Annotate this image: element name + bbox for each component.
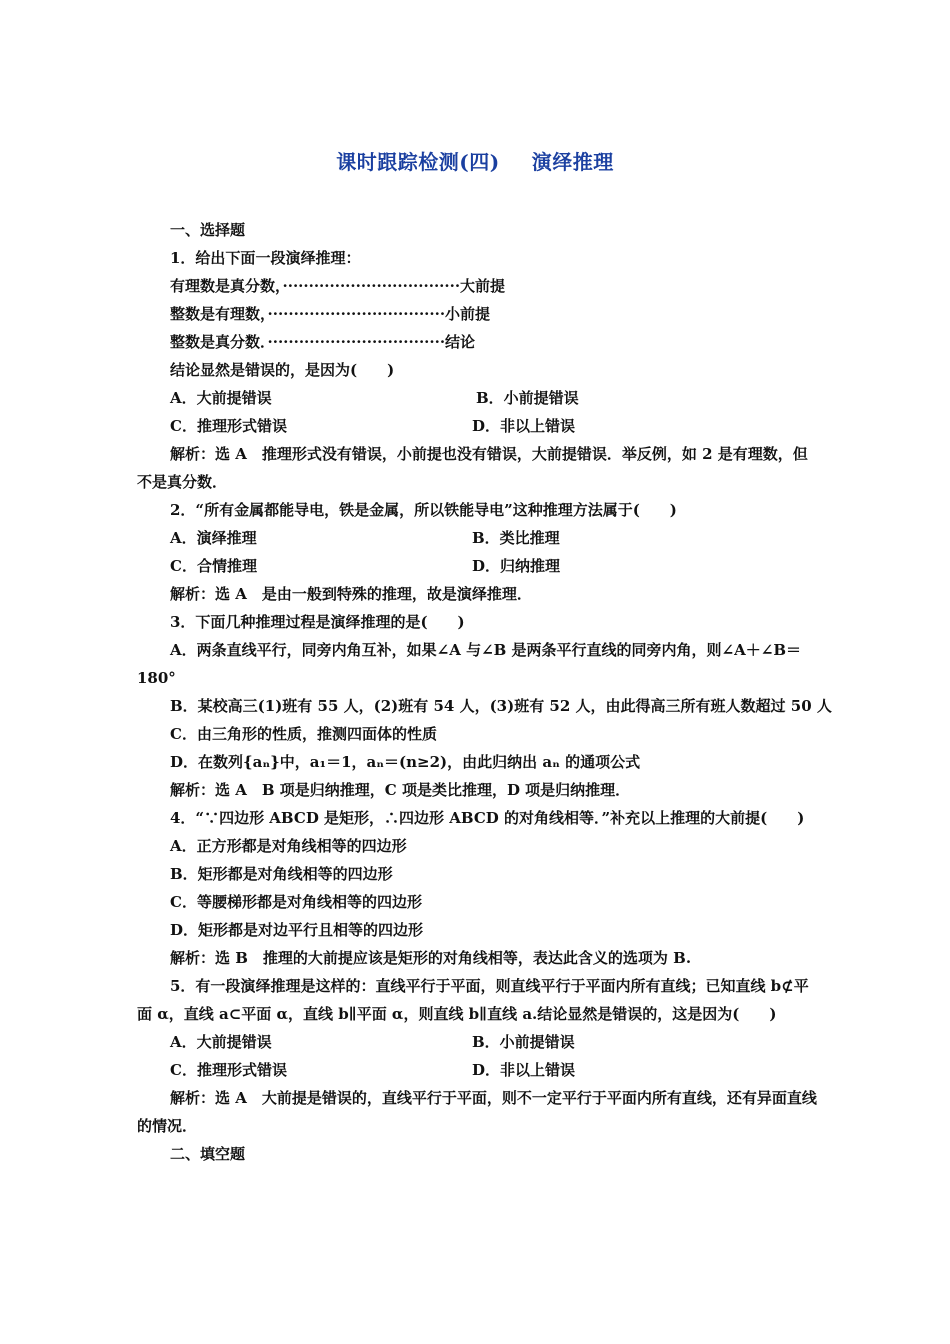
q5-option-a: A．大前提错误: [170, 1033, 272, 1051]
q3-option-c: C．由三角形的性质，推测四面体的性质: [170, 725, 437, 743]
q5-stem: 5．有一段演绎推理是这样的：直线平行于平面，则直线平行于平面内所有直线；已知直线 b⊄平面 α，直线 a⊂平面 α，直线 b∥平面 α，则直线 b∥直线 a.结论显然是错误的，这是因为( ): [137, 977, 809, 1023]
q2-option-d: D．归纳推理: [472, 557, 561, 575]
q1-analysis-label: 解析：: [170, 445, 216, 463]
q3-analysis-text: 选 A B 项是归纳推理，C 项是类比推理，D 项是归纳推理．: [215, 781, 631, 799]
q1-option-c: C．推理形式错误: [170, 417, 287, 435]
page-title: [0, 146, 950, 175]
q3-option-d: D．在数列{aₙ}中，a₁＝1，aₙ＝(n≥2)，由此归纳出 aₙ 的通项公式: [170, 753, 641, 771]
q3-analysis: [137, 776, 817, 804]
title-sub: 演绎推理: [531, 150, 614, 174]
q3-option-b: B．某校高三(1)班有 55 人，(2)班有 54 人，(3)班有 52 人，由此得高三所有班人数超过 50 人: [170, 697, 832, 715]
q5-option-d: D．非以上错误: [472, 1061, 576, 1079]
q1-option-d: D．非以上错误: [472, 417, 576, 435]
q1-line1: 有理数是真分数，··································大前提: [170, 277, 506, 295]
q1-line3: 整数是真分数．··································结论: [170, 333, 476, 351]
q2-analysis-label: 解析：: [170, 585, 216, 603]
q2-option-b: B．类比推理: [472, 529, 560, 547]
q3-analysis-label: 解析：: [170, 781, 216, 799]
q1-options-row1: [137, 384, 817, 412]
q2-options-row2: [137, 552, 817, 580]
q5-options-row2: [137, 1056, 817, 1084]
q1-option-a: A．大前提错误: [170, 389, 272, 407]
q4-analysis: [137, 944, 817, 972]
section-heading-choice: 一、选择题: [170, 221, 246, 239]
q1-line2: 整数是有理数，··································小前提: [170, 305, 491, 323]
q5-analysis-text: 选 A 大前提是错误的，直线平行于平面，则不一定平行于平面内所有直线，还有异面直线的情况．: [137, 1089, 817, 1135]
q2-option-a: A．演绎推理: [170, 529, 257, 547]
q2-analysis-text: 选 A 是由一般到特殊的推理，故是演绎推理．: [215, 585, 532, 603]
document-body: [137, 216, 832, 1168]
section-heading-fill: 二、填空题: [170, 1145, 246, 1163]
q4-option-c: C．等腰梯形都是对角线相等的四边形: [170, 893, 422, 911]
q3-option-a: A．两条直线平行，同旁内角互补，如果∠A 与∠B 是两条平行直线的同旁内角，则∠A＋∠B＝180°: [137, 641, 801, 687]
q5-options-row1: [137, 1028, 817, 1056]
q4-option-d: D．矩形都是对边平行且相等的四边形: [170, 921, 424, 939]
q2-options-row1: [137, 524, 817, 552]
q5-option-b: B．小前提错误: [472, 1033, 575, 1051]
q4-analysis-text: 选 B 推理的大前提应该是矩形的对角线相等，表达此含义的选项为 B.: [215, 949, 692, 967]
q5-option-c: C．推理形式错误: [170, 1061, 287, 1079]
q1-option-b: B．小前提错误: [476, 389, 579, 407]
q4-option-b: B．矩形都是对角线相等的四边形: [170, 865, 393, 883]
q1-stem: 1．给出下面一段演绎推理：: [170, 249, 361, 267]
q5-analysis-label: 解析：: [170, 1089, 216, 1107]
q1-analysis-text: 选 A 推理形式没有错误，小前提也没有错误，大前提错误．举反例，如 2 是有理数，但不是真分数．: [137, 445, 808, 491]
q1-analysis: [137, 440, 817, 496]
q2-analysis: [137, 580, 817, 608]
q4-stem: 4．“∵四边形 ABCD 是矩形，∴四边形 ABCD 的对角线相等．”补充以上推理的大前提( ): [170, 809, 805, 827]
q3-stem: 3．下面几种推理过程是演绎推理的是( ): [170, 613, 465, 631]
q4-option-a: A．正方形都是对角线相等的四边形: [170, 837, 407, 855]
title-main: 课时跟踪检测(四): [336, 150, 500, 174]
q1-line4: 结论显然是错误的，是因为( ): [170, 361, 395, 379]
q1-options-row2: [137, 412, 817, 440]
q5-analysis: [137, 1084, 817, 1140]
q2-stem: 2．“所有金属都能导电，铁是金属，所以铁能导电”这种推理方法属于( ): [170, 501, 677, 519]
q4-analysis-label: 解析：: [170, 949, 216, 967]
q2-option-c: C．合情推理: [170, 557, 257, 575]
